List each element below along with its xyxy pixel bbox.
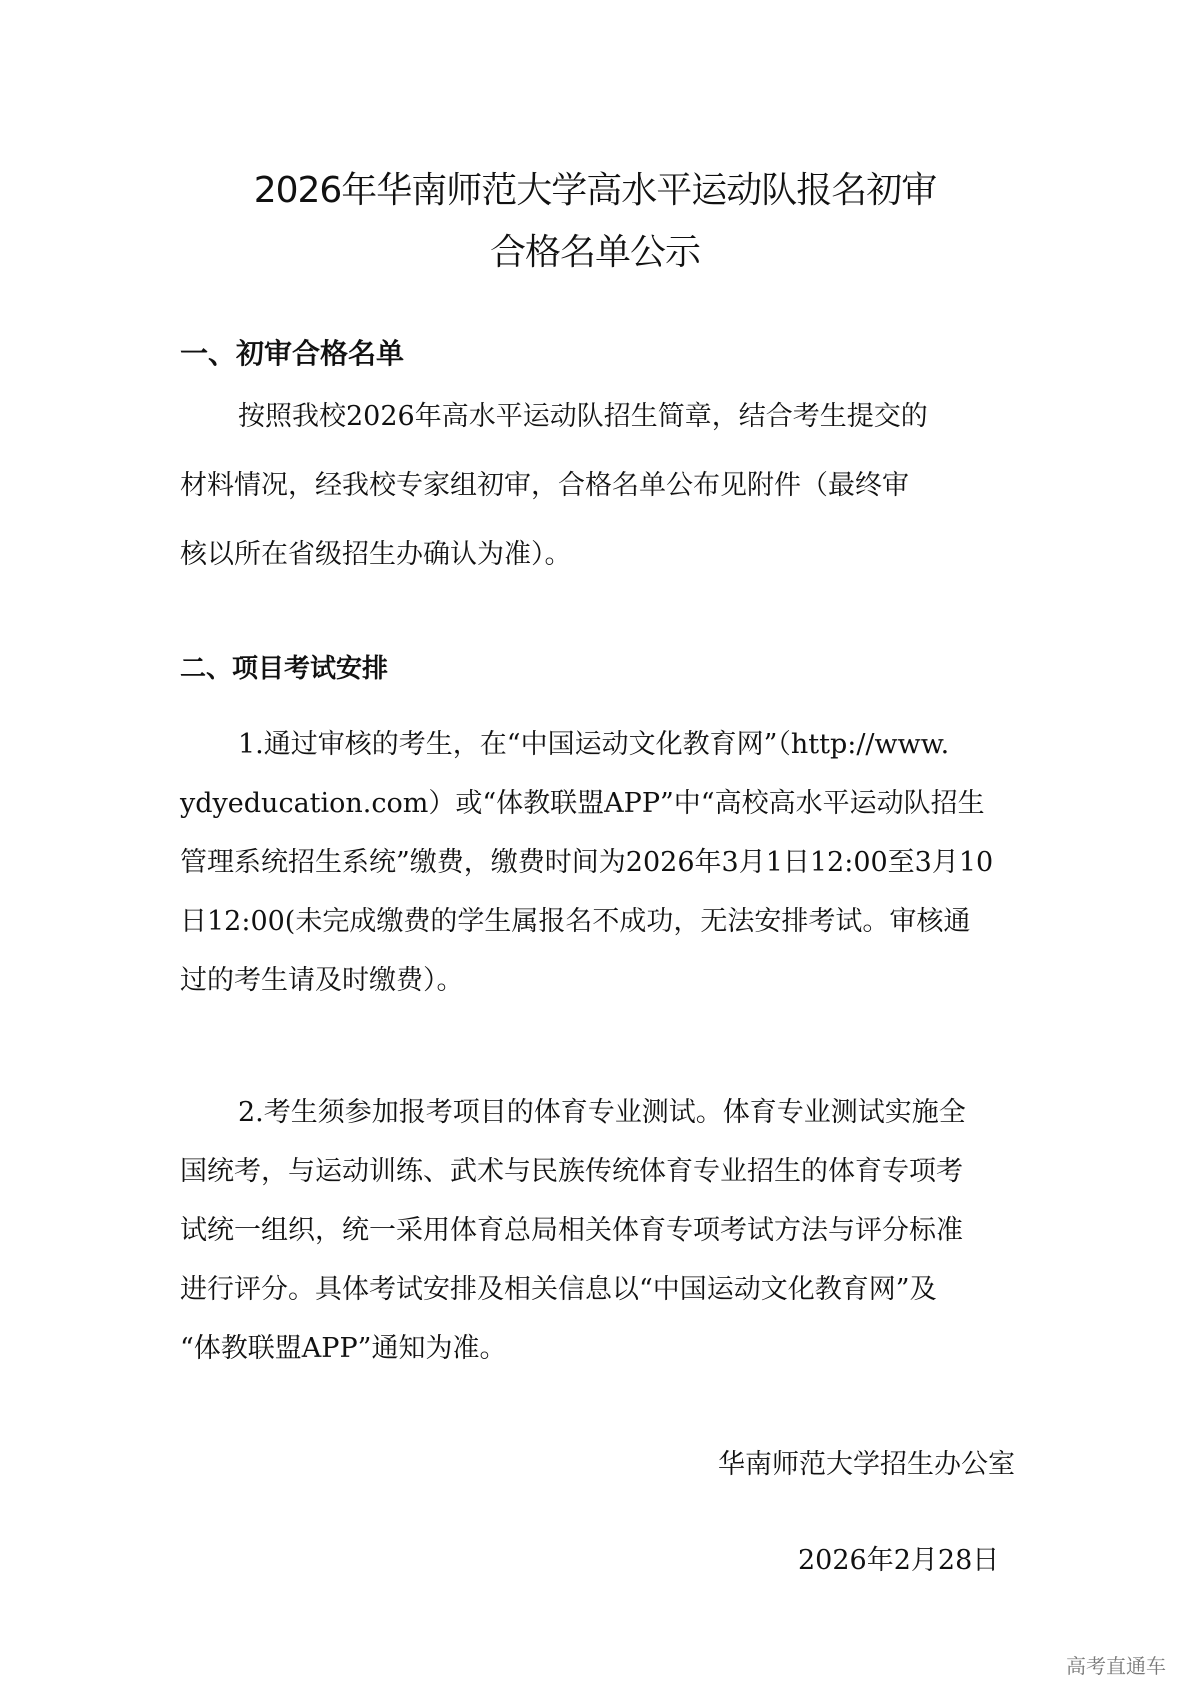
item1-paragraph-line: ydyeducation.com）或“体教联盟APP”中“高校高水平运动队招生 xyxy=(180,788,985,819)
item2-paragraph-line: 2.考生须参加报考项目的体育专业测试。体育专业测试实施全 xyxy=(238,1097,966,1128)
item2-paragraph-line: “体教联盟APP”通知为准。 xyxy=(180,1333,507,1364)
section-heading-qualified-list: 一、初审合格名单 xyxy=(180,337,405,370)
document-title-line-1: 2026年华南师范大学高水平运动队报名初审 xyxy=(253,170,937,211)
signature-office: 华南师范大学招生办公室 xyxy=(718,1449,1015,1480)
item2-paragraph-line: 进行评分。具体考试安排及相关信息以“中国运动文化教育网”及 xyxy=(180,1274,937,1305)
section1-paragraph-line: 核以所在省级招生办确认为准）。 xyxy=(180,539,572,570)
item2-paragraph-line: 国统考，与运动训练、武术与民族传统体育专业招生的体育专项考 xyxy=(180,1156,963,1187)
document-title-line-2: 合格名单公示 xyxy=(489,232,700,273)
item1-paragraph-line: 管理系统招生系统”缴费，缴费时间为2026年3月1日12:00至3月10 xyxy=(180,847,994,878)
section1-paragraph-line: 按照我校2026年高水平运动队招生简章，结合考生提交的 xyxy=(238,401,928,432)
section-heading-exam-arrangement: 二、项目考试安排 xyxy=(180,654,389,684)
section1-paragraph-line: 材料情况，经我校专家组初审，合格名单公布见附件（最终审 xyxy=(180,470,909,501)
watermark-text: 高考直通车 xyxy=(1066,1654,1166,1678)
item1-paragraph-line: 日12:00(未完成缴费的学生属报名不成功，无法安排考试。审核通 xyxy=(180,906,971,937)
item1-paragraph-line: 过的考生请及时缴费）。 xyxy=(180,965,464,996)
item2-paragraph-line: 试统一组织，统一采用体育总局相关体育专项考试方法与评分标准 xyxy=(180,1215,963,1246)
signature-date: 2026年2月28日 xyxy=(798,1545,1000,1576)
item1-paragraph-line: 1.通过审核的考生，在“中国运动文化教育网”（http://www. xyxy=(238,729,950,760)
